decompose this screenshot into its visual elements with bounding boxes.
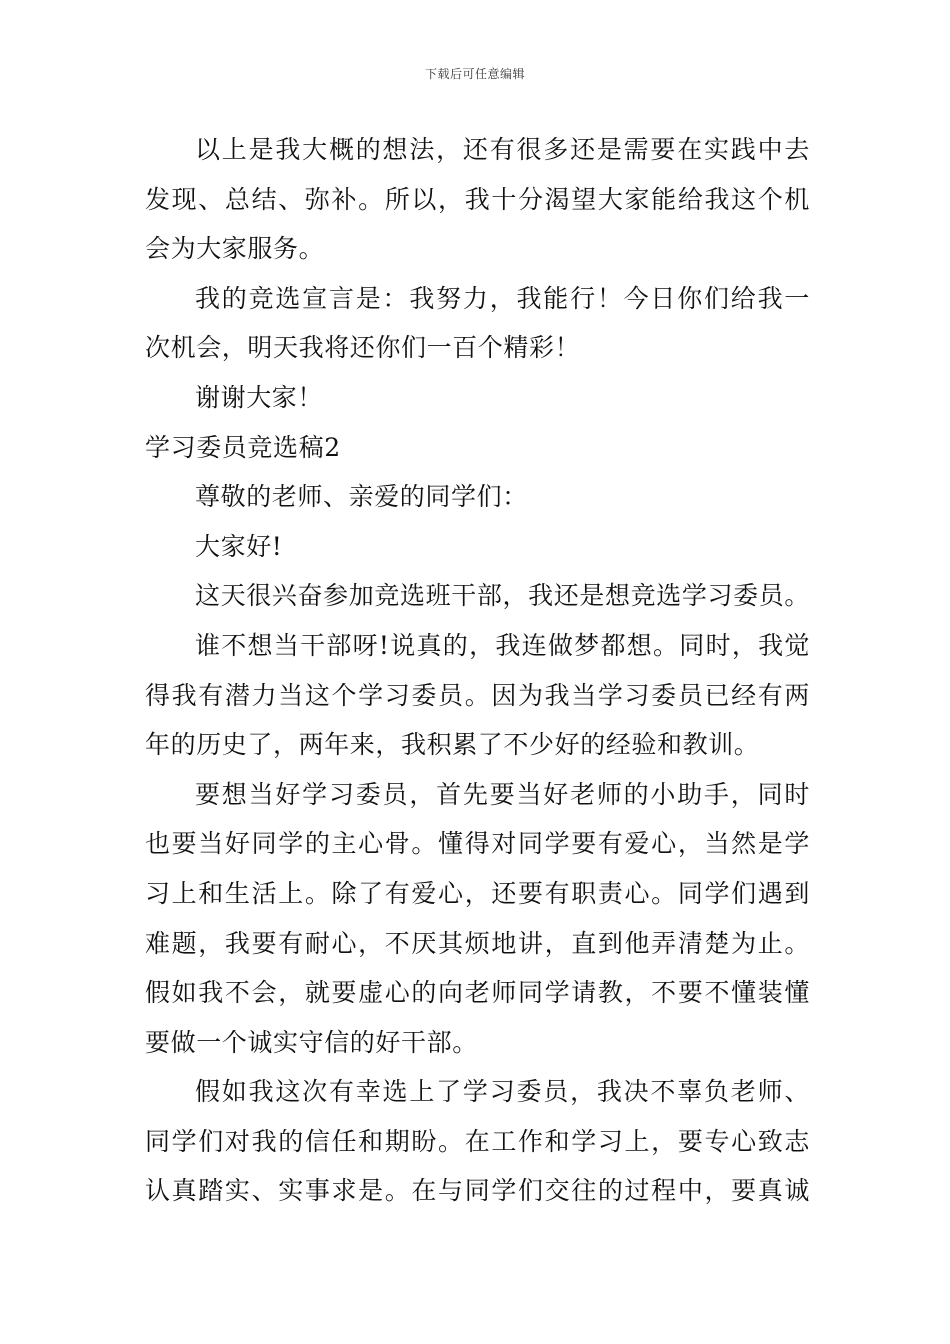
text-line: 认真踏实、实事求是。在与同学们交往的过程中，要真诚 (145, 1176, 810, 1206)
page-header: 下载后可任意编辑 (424, 67, 525, 81)
text-line: 假如我这次有幸选上了学习委员，我决不辜负老师、 (195, 1077, 810, 1107)
text-line: 次机会，明天我将还你们一百个精彩！ (145, 333, 581, 363)
text-line: 要做一个诚实守信的好干部。 (145, 1027, 478, 1057)
text-line: 谁不想当干部呀!说真的，我连做梦都想。同时，我觉 (195, 630, 810, 660)
text-line: 假如我不会，就要虚心的向老师同学请教，不要不懂装懂 (145, 978, 810, 1008)
text-line: 这天很兴奋参加竞选班干部，我还是想竞选学习委员。 (195, 581, 810, 611)
text-line: 以上是我大概的想法，还有很多还是需要在实践中去 (195, 135, 810, 164)
text-line: 发现、总结、弥补。所以，我十分渴望大家能给我这个机 (145, 184, 810, 214)
document-body (145, 125, 810, 1216)
text-line: 我的竞选宣言是：我努力，我能行！今日你们给我一 (195, 283, 810, 313)
text-line: 习上和生活上。除了有爱心，还要有职责心。同学们遇到 (145, 878, 810, 908)
text-line: 尊敬的老师、亲爱的同学们： (195, 482, 528, 512)
text-line: 年的历史了，两年来，我积累了不少好的经验和教训。 (145, 730, 760, 760)
text-line: 会为大家服务。 (145, 234, 325, 264)
text-line: 得我有潜力当这个学习委员。因为我当学习委员已经有两 (145, 680, 810, 710)
text-line: 要想当好学习委员，首先要当好老师的小助手，同时 (195, 779, 810, 809)
text-line: 难题，我要有耐心，不厌其烦地讲，直到他弄清楚为止。 (145, 928, 810, 958)
text-line: 大家好! (195, 531, 283, 561)
text-line: 同学们对我的信任和期盼。在工作和学习上，要专心致志 (145, 1126, 810, 1156)
text-line: 也要当好同学的主心骨。懂得对同学要有爱心，当然是学 (145, 829, 810, 859)
text-line: 谢谢大家！ (195, 382, 324, 412)
section-heading: 学习委员竞选稿2 (145, 432, 341, 462)
